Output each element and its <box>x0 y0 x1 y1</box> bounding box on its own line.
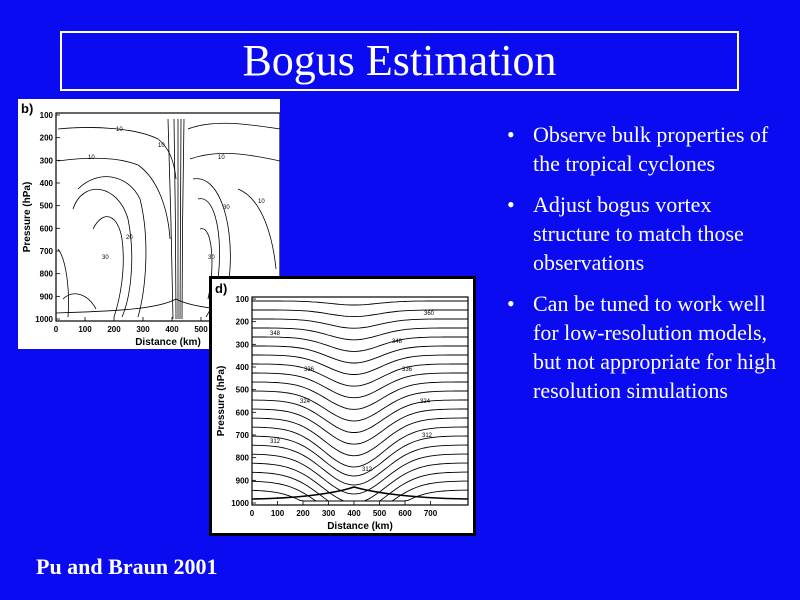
panel-b-contour-label: 30 <box>223 205 230 211</box>
panel-d-contour-line <box>252 310 468 317</box>
panel-b-tick-label: 400 <box>39 179 53 188</box>
panel-b-tick-label: 200 <box>107 325 121 334</box>
panel-d-tick-label: 300 <box>321 509 336 518</box>
panel-d-tick-label: 1000 <box>231 499 249 508</box>
panel-d-contour-label: 312 <box>422 433 433 439</box>
panel-d-contour-line <box>252 391 468 421</box>
panel-b-contour-label: 30 <box>208 255 215 261</box>
panel-b-tick-label: 700 <box>39 247 53 256</box>
panel-b-tick-label: 0 <box>53 325 59 334</box>
bullet-item <box>503 289 783 405</box>
panel-b-tick-label: 500 <box>194 325 208 334</box>
panel-b-xticks <box>54 317 208 334</box>
panel-d-contour-label: 324 <box>420 399 431 405</box>
panel-d-contour-label: 312 <box>362 467 373 473</box>
panel-b-tick-label: 300 <box>39 156 53 166</box>
panel-b-contour-label: 10 <box>258 199 265 205</box>
bullet-list <box>503 120 783 417</box>
panel-b-contour-labels <box>88 127 265 261</box>
panel-b-tick-label: 600 <box>39 224 53 234</box>
slide-title: Bogus Estimation <box>242 36 557 85</box>
panel-b-tick-label: 200 <box>39 133 53 143</box>
panel-d-contour-line <box>252 490 468 501</box>
panel-d-tick-label: 300 <box>235 340 249 350</box>
panel-b-tick-label: 100 <box>78 325 92 334</box>
panel-d-contour-line <box>252 301 468 305</box>
panel-d-contour-label: 336 <box>402 367 413 373</box>
bullet-item <box>503 120 783 178</box>
panel-d-tick-label: 200 <box>235 317 249 327</box>
panel-d-tick-label: 0 <box>249 509 255 518</box>
panel-b-xlabel: Distance (km) <box>135 337 201 348</box>
panel-d-xlabel: Distance (km) <box>327 521 393 532</box>
panel-b-tick-label: 1000 <box>35 315 53 324</box>
panel-d-contour-label: 348 <box>270 331 281 337</box>
panel-d-contour-line <box>252 472 468 501</box>
figure-panel-d <box>209 276 476 536</box>
bullet-dot-icon: • <box>507 122 515 147</box>
panel-d-tick-label: 600 <box>235 408 249 418</box>
panel-b-tick-label: 500 <box>39 201 53 211</box>
panel-b-contour-label: 10 <box>218 155 225 161</box>
panel-d-contour-line <box>252 427 468 467</box>
bullet-dot-icon: • <box>507 192 515 217</box>
panel-d-contour-label: 324 <box>300 399 311 405</box>
panel-b-contour-label: 10 <box>158 143 165 149</box>
panel-d-contour-line <box>252 445 468 485</box>
panel-d-ylabel: Pressure (hPa) <box>216 365 227 437</box>
panel-b-tick-label: 900 <box>39 292 53 302</box>
bullet-text: Adjust bogus vortex structure to match those observations <box>533 192 744 275</box>
bullet-dot-icon: • <box>507 291 515 316</box>
panel-d-tick-label: 400 <box>347 509 361 518</box>
panel-d-label: d) <box>215 281 228 296</box>
panel-d-contour-line <box>252 328 468 340</box>
panel-d-contour-line <box>252 346 468 363</box>
panel-d-xticks <box>250 501 438 518</box>
panel-d-tick-label: 600 <box>398 509 412 518</box>
panel-b-tick-label: 100 <box>39 111 53 120</box>
panel-b-contour-label: 10 <box>88 155 95 161</box>
panel-d-tick-label: 200 <box>296 509 310 518</box>
panel-b-contour-label: 20 <box>126 235 133 241</box>
panel-d-tick-label: 100 <box>270 509 285 518</box>
panel-d-plot <box>212 279 473 533</box>
bullet-text: Can be tuned to work well for low-resolution models, but not appropriate for high resolution simulations <box>533 291 777 403</box>
title-box <box>60 31 739 91</box>
panel-b-contour-label: 10 <box>116 127 123 133</box>
panel-d-contour-label: 360 <box>424 311 435 317</box>
panel-d-contour-label: 336 <box>304 367 315 373</box>
panel-d-contour-line <box>252 463 468 501</box>
panel-d-contour-labels <box>270 311 435 473</box>
panel-b-label: b) <box>21 101 34 116</box>
panel-d-tick-label: 500 <box>235 385 249 395</box>
panel-d-contour-line <box>252 436 468 476</box>
panel-d-tick-label: 100 <box>235 295 249 304</box>
bullet-item <box>503 190 783 277</box>
panel-d-tick-label: 900 <box>235 476 249 486</box>
panel-d-contour-label: 348 <box>392 339 403 345</box>
panel-d-contour-line <box>252 319 468 328</box>
bullet-text: Observe bulk properties of the tropical cyclones <box>533 122 769 176</box>
panel-b-contour-label: 30 <box>102 255 109 261</box>
panel-b-tick-label: 800 <box>39 269 53 279</box>
citation: Pu and Braun 2001 <box>36 554 218 579</box>
panel-d-tick-label: 400 <box>235 363 249 372</box>
panel-b-tick-label: 400 <box>165 325 179 334</box>
panel-d-contours <box>252 301 468 501</box>
panel-d-tick-label: 700 <box>235 431 249 440</box>
panel-d-tick-label: 700 <box>423 509 438 518</box>
panel-b-ylabel: Pressure (hPa) <box>22 181 33 253</box>
panel-d-tick-label: 500 <box>372 509 387 518</box>
panel-b-tick-label: 300 <box>136 325 150 334</box>
panel-d-contour-label: 312 <box>270 439 281 445</box>
panel-d-tick-label: 800 <box>235 453 249 463</box>
